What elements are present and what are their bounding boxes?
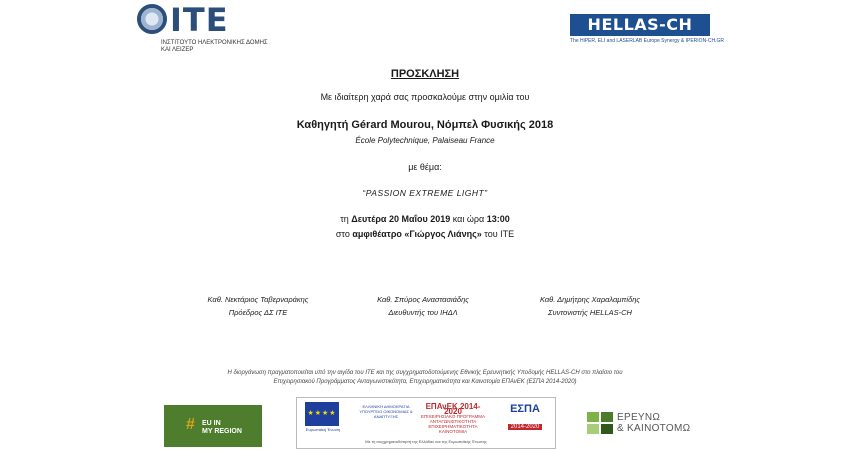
topic-label: με θέμα: bbox=[408, 162, 442, 172]
erevno-line: ΕΡΕΥΝΩ bbox=[617, 412, 661, 423]
event-date-time bbox=[0, 214, 850, 224]
espa-funding-banner bbox=[296, 397, 556, 449]
signatory-role: Πρόεδρος ΔΣ ΙΤΕ bbox=[228, 308, 288, 317]
eu-in-my-region-line: MY REGION bbox=[202, 428, 242, 435]
signatory-name: Καθ. Σπύρος Αναστασιάδης bbox=[377, 295, 469, 304]
event-date: Δευτέρα 20 Μαΐου 2019 bbox=[351, 214, 451, 224]
event-venue bbox=[0, 229, 850, 239]
funding-statement-line: Επιχειρησιακού Προγράμματος Ανταγωνιστικότητα, Επιχειρηματικότητα και Καινοτομία ΕΠΑνΕΚ (ΕΣΠΑ 2014-2020) bbox=[273, 379, 577, 385]
espa-logo bbox=[499, 403, 551, 429]
hellas-ch-tagline: The HiPER, ELI and LASERLAB Europe Synergy & IPERION-CH.GR bbox=[570, 38, 724, 44]
event-time: 13:00 bbox=[486, 214, 510, 224]
espa-caption: Με τη συγχρηματοδότηση της Ελλάδας και της Ευρωπαϊκής Ένωσης bbox=[365, 439, 487, 444]
epanek-title: ΕΠΑνΕΚ 2014-2020 bbox=[425, 402, 481, 416]
speaker-affiliation: École Polytechnique, Palaiseau France bbox=[355, 136, 495, 145]
speaker-name: Καθηγητή Gérard Mourou, Νόμπελ Φυσικής 2018 bbox=[296, 119, 554, 131]
hellas-ch-logo bbox=[570, 14, 724, 48]
espa-word: ΕΣΠΑ bbox=[510, 403, 540, 415]
ite-logo-word: ITE bbox=[170, 1, 229, 39]
date-prefix: τη bbox=[340, 214, 352, 224]
epanek-logo bbox=[419, 404, 487, 434]
eu-in-my-region-logo bbox=[164, 405, 262, 447]
ite-logo-subtitle: ΙΝΣΤΙΤΟΥΤΟ ΗΛΕΚΤΡΟΝΙΚΗΣ ΔΟΜΗΣ ΚΑΙ ΛΕΙΖΕΡ bbox=[161, 40, 268, 53]
funding-statement-line: Η διοργάνωση πραγματοποιείται υπό την αιγίδα του ΙΤΕ και της συγχρηματοδοτούμενης Εθνικής Ερευνητικής Υποδομής HELLAS-CH στο πλαίσιο του bbox=[227, 370, 623, 376]
signatory-name: Καθ. Δημήτρης Χαραλαμπίδης bbox=[539, 295, 641, 304]
venue-suffix: του ΙΤΕ bbox=[481, 229, 515, 239]
erevno-squares-icon bbox=[587, 412, 613, 434]
invitation-heading: ΠΡΟΣΚΛΗΣΗ bbox=[390, 68, 460, 80]
hellas-ch-logo-word: HELLAS-CH bbox=[570, 14, 710, 36]
signatory-role: Διευθυντής του ΙΗΔΛ bbox=[388, 308, 458, 317]
talk-topic: “PASSION EXTREME LIGHT” bbox=[362, 188, 488, 198]
venue-prefix: στο bbox=[335, 229, 353, 239]
erevno-kainotomo-text bbox=[617, 412, 690, 434]
espa-years: 2014-2020 bbox=[508, 424, 543, 430]
ite-logo bbox=[137, 1, 268, 53]
eu-in-my-region-line: EU IN bbox=[202, 420, 221, 427]
greek-government-logo: ΕΛΛΗΝΙΚΗ ΔΗΜΟΚΡΑΤΙΑ ΥΠΟΥΡΓΕΙΟ ΟΙΚΟΝΟΜΙΑΣ & ΑΝΑΠΤΥΞΗΣ bbox=[359, 404, 413, 419]
signature-block bbox=[333, 293, 513, 319]
eu-in-my-region-text bbox=[202, 420, 242, 436]
venue-name: αμφιθέατρο «Γιώργος Λιάνης» bbox=[352, 229, 482, 239]
kainotomo-line: & ΚΑΙΝΟΤΟΜΩ bbox=[617, 423, 691, 434]
epanek-subtitle: ΕΠΙΧΕΙΡΗΣΙΑΚΟ ΠΡΟΓΡΑΜΜΑ ΑΝΤΑΓΩΝΙΣΤΙΚΟΤΗΤΑ ΕΠΙΧΕΙΡΗΜΑΤΙΚΟΤΗΤΑ ΚΑΙΝΟΤΟΜΙΑ bbox=[420, 414, 486, 434]
eu-flag-icon: ★★★★ bbox=[305, 402, 339, 426]
signature-block bbox=[500, 293, 680, 319]
eu-flag-caption: Ευρωπαϊκή Ένωση bbox=[305, 427, 341, 432]
invitation-intro: Με ιδιαίτερη χαρά σας προσκαλούμε στην ομιλία του bbox=[320, 92, 530, 102]
funding-statement bbox=[175, 369, 675, 387]
signatory-role: Συντονιστής HELLAS-CH bbox=[548, 308, 632, 317]
hashtag-icon: # bbox=[186, 416, 195, 433]
signature-block bbox=[168, 293, 348, 319]
signatory-name: Καθ. Νεκτάριος Ταβερναράκης bbox=[207, 295, 309, 304]
ite-seal-icon bbox=[137, 4, 167, 34]
date-time-joiner: και ώρα bbox=[450, 214, 487, 224]
erevno-kainotomo-logo bbox=[587, 410, 697, 438]
